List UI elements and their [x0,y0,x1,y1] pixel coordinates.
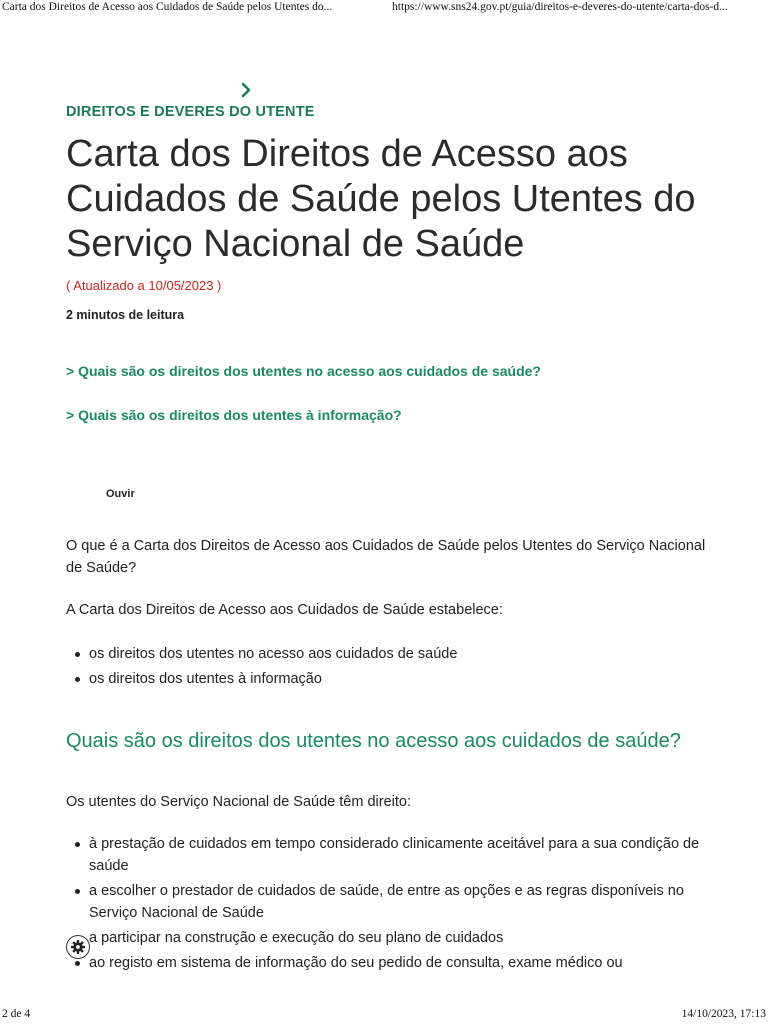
list-item: à prestação de cuidados em tempo considerado clinicamente aceitável para a sua condição de saúde [66,833,706,877]
list-item: a participar na construção e execução do seu plano de cuidados [66,927,706,949]
read-time: 2 minutos de leitura [66,308,185,322]
access-rights-list [66,833,706,977]
establishes-text: A Carta dos Direitos de Acesso aos Cuidados de Saúde estabelece: [66,602,503,618]
print-header [0,0,768,18]
chevron-right-icon[interactable] [238,82,254,98]
establishes-list [66,643,706,693]
page-title: Carta dos Direitos de Acesso aos Cuidados de Saúde pelos Utentes do Serviço Nacional de Saúde [66,133,696,265]
list-item: ao registo em sistema de informação do seu pedido de consulta, exame médico ou [66,952,706,974]
print-datetime: 14/10/2023, 17:13 [681,1008,766,1020]
list-item: os direitos dos utentes à informação [66,668,706,690]
section-heading: Quais são os direitos dos utentes no acesso aos cuidados de saúde? [66,730,681,752]
list-item: os direitos dos utentes no acesso aos cuidados de saúde [66,643,706,665]
intro-question: O que é a Carta dos Direitos de Acesso aos Cuidados de Saúde pelos Utentes do Serviço Nacional de Saúde? [66,538,706,576]
accessibility-settings-button[interactable] [66,935,90,959]
updated-date: ( Atualizado a 10/05/2023 ) [66,278,222,293]
print-header-title: Carta dos Direitos de Acesso aos Cuidados de Saúde pelos Utentes do... [2,1,333,13]
toc-link-information-rights[interactable]: > Quais são os direitos dos utentes à informação? [66,407,402,423]
page-number: 2 de 4 [2,1008,31,1020]
toc-link-access-rights[interactable]: > Quais são os direitos dos utentes no acesso aos cuidados de saúde? [66,363,541,379]
listen-button[interactable]: Ouvir [106,488,135,500]
print-footer [0,1006,768,1024]
list-item: a escolher o prestador de cuidados de saúde, de entre as opções e as regras disponíveis no Serviço Nacional de Saúde [66,880,706,924]
section-intro: Os utentes do Serviço Nacional de Saúde têm direito: [66,794,411,810]
breadcrumb[interactable]: DIREITOS E DEVERES DO UTENTE [66,104,315,120]
print-header-url: https://www.sns24.gov.pt/guia/direitos-e-deveres-do-utente/carta-dos-d... [392,1,728,13]
gear-icon [70,939,86,955]
